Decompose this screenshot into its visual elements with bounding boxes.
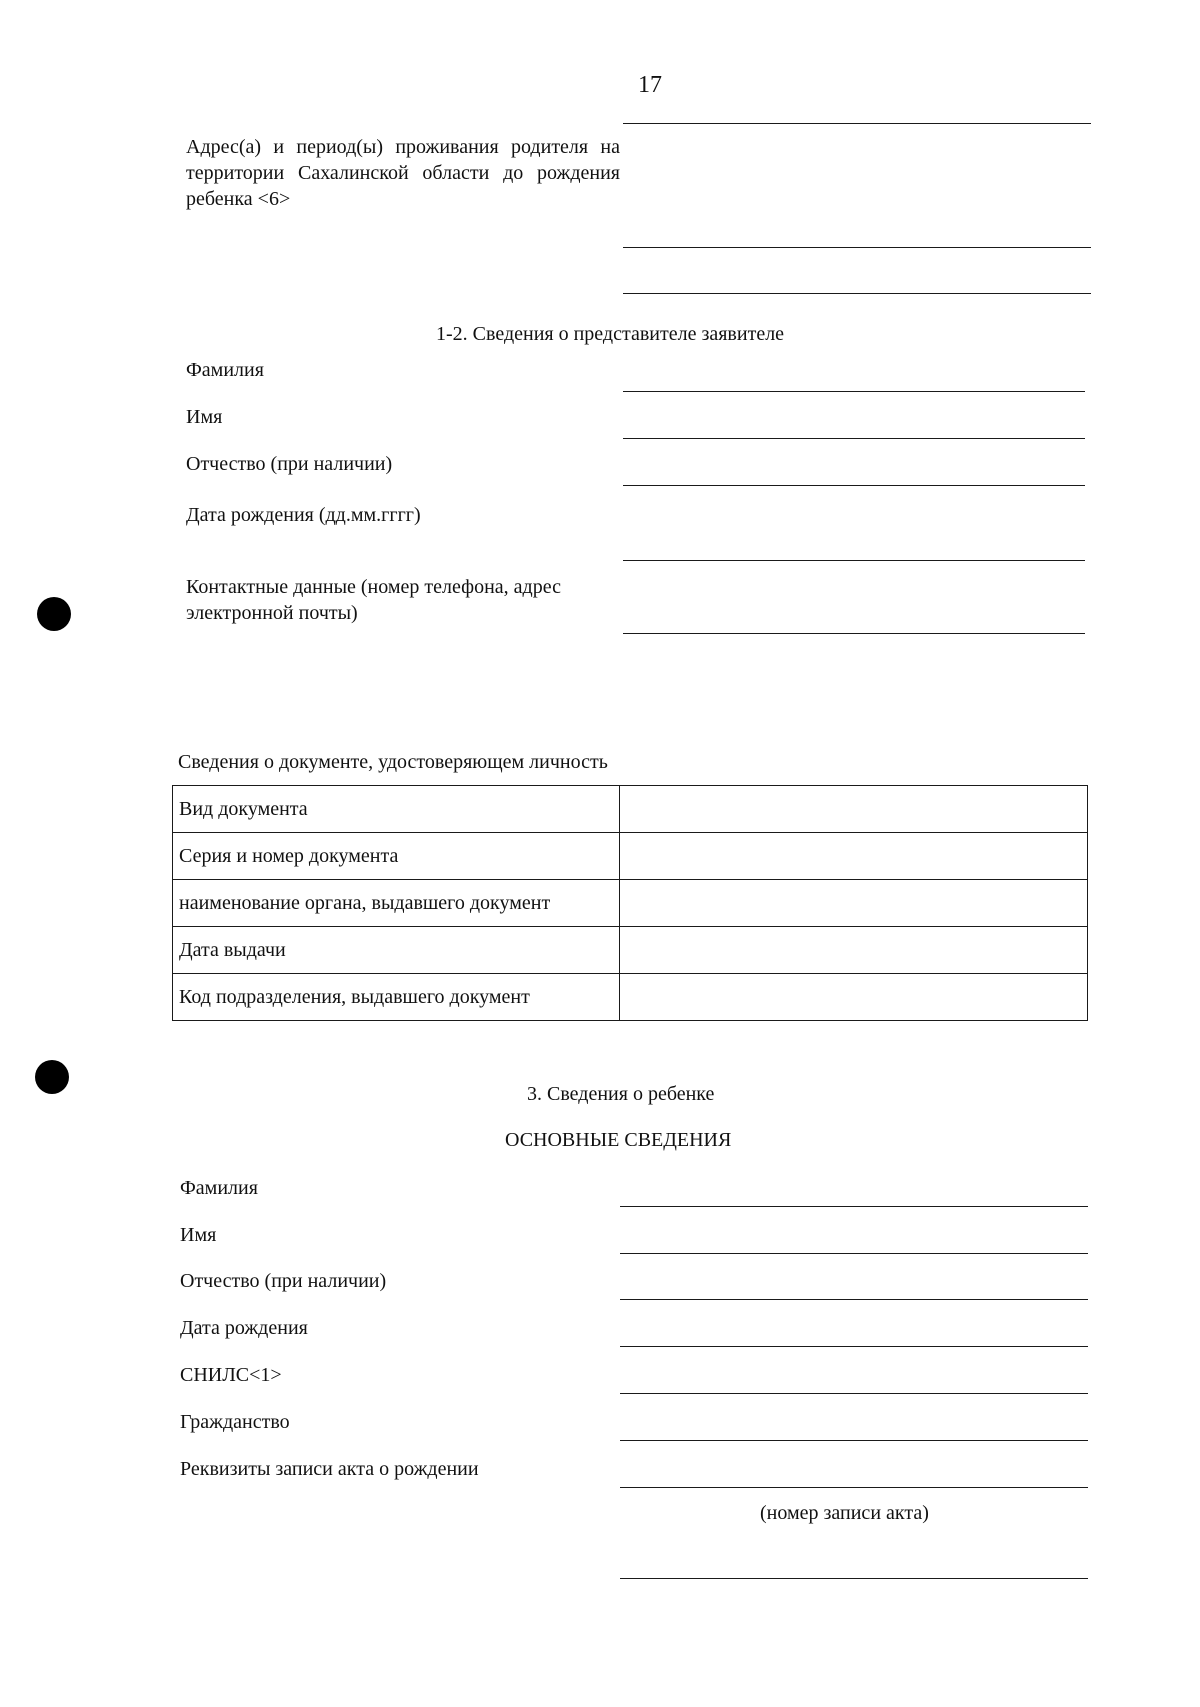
rep-contact-field[interactable] (623, 633, 1085, 634)
doc-division-code-value[interactable] (620, 974, 1088, 1021)
address-line-1 (623, 123, 1091, 124)
address-line-2 (623, 247, 1091, 248)
child-birth-act-extra-field[interactable] (620, 1578, 1088, 1579)
doc-issue-date-label: Дата выдачи (173, 927, 620, 974)
representative-heading: 1-2. Сведения о представителе заявителе (436, 323, 785, 345)
rep-patronymic-field[interactable] (623, 485, 1085, 486)
address-line-3 (623, 293, 1091, 294)
doc-series-number-value[interactable] (620, 833, 1088, 880)
table-row (173, 974, 1088, 1021)
act-number-caption: (номер записи акта) (760, 1502, 929, 1524)
child-patronymic-field[interactable] (620, 1299, 1088, 1300)
identity-doc-heading: Сведения о документе, удостоверяющем личность (178, 751, 608, 773)
rep-contact-label-line2: электронной почты) (186, 602, 358, 624)
doc-division-code-label: Код подразделения, выдавшего документ (173, 974, 620, 1021)
doc-issuer-value[interactable] (620, 880, 1088, 927)
child-heading: 3. Сведения о ребенке (527, 1083, 715, 1105)
child-birth-act-number-field[interactable] (620, 1487, 1088, 1488)
table-row (173, 927, 1088, 974)
identity-doc-table (172, 785, 1088, 1021)
rep-name-label: Имя (186, 406, 223, 428)
child-subheading: ОСНОВНЫЕ СВЕДЕНИЯ (505, 1129, 732, 1151)
child-birthdate-label: Дата рождения (180, 1317, 308, 1339)
table-row (173, 833, 1088, 880)
rep-surname-field[interactable] (623, 391, 1085, 392)
child-citizenship-label: Гражданство (180, 1411, 290, 1433)
rep-patronymic-label: Отчество (при наличии) (186, 453, 393, 475)
child-patronymic-label: Отчество (при наличии) (180, 1270, 387, 1292)
punch-hole-top (37, 597, 71, 631)
table-row (173, 786, 1088, 833)
doc-issuer-label: наименование органа, выдавшего документ (173, 880, 620, 927)
doc-type-value[interactable] (620, 786, 1088, 833)
rep-birthdate-label: Дата рождения (дд.мм.гггг) (186, 504, 421, 526)
page-number: 17 (638, 72, 662, 98)
rep-surname-label: Фамилия (186, 359, 264, 381)
child-name-field[interactable] (620, 1253, 1088, 1254)
child-surname-field[interactable] (620, 1206, 1088, 1207)
punch-hole-bottom (35, 1060, 69, 1094)
table-row (173, 880, 1088, 927)
parent-address-label: Адрес(а) и период(ы) проживания родителя на территории Сахалинской области до рождения ребенка <6> (186, 136, 620, 210)
doc-series-number-label: Серия и номер документа (173, 833, 620, 880)
child-name-label: Имя (180, 1224, 217, 1246)
child-birthdate-field[interactable] (620, 1346, 1088, 1347)
child-snils-label: СНИЛС<1> (180, 1364, 282, 1386)
rep-birthdate-field[interactable] (623, 560, 1085, 561)
child-citizenship-field[interactable] (620, 1440, 1088, 1441)
doc-type-label: Вид документа (173, 786, 620, 833)
child-snils-field[interactable] (620, 1393, 1088, 1394)
child-surname-label: Фамилия (180, 1177, 258, 1199)
child-birth-act-label: Реквизиты записи акта о рождении (180, 1458, 479, 1480)
doc-issue-date-value[interactable] (620, 927, 1088, 974)
rep-name-field[interactable] (623, 438, 1085, 439)
rep-contact-label-line1: Контактные данные (номер телефона, адрес (186, 576, 561, 598)
